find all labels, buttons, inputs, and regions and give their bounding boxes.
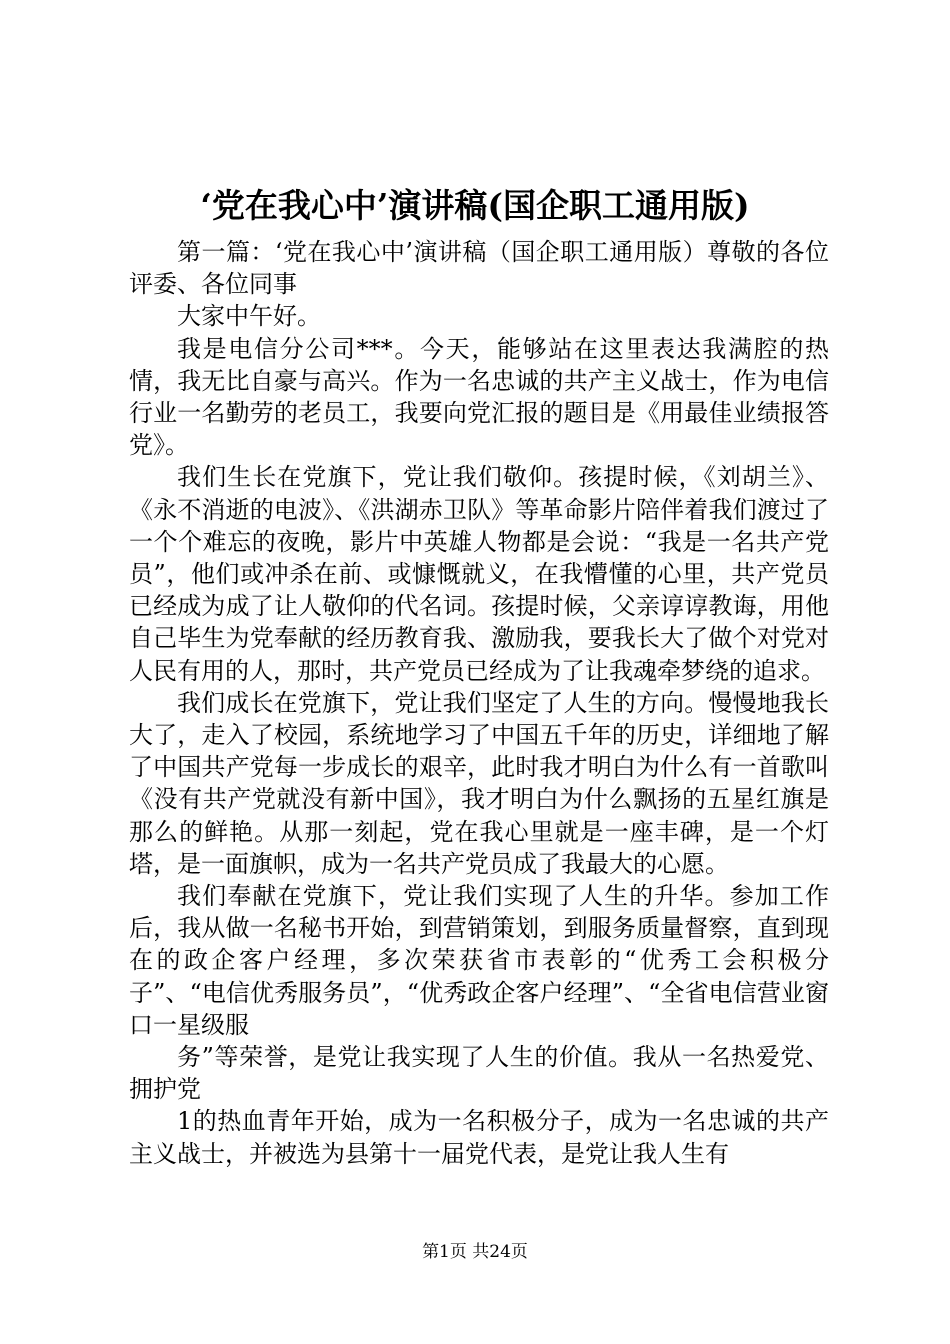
paragraph-dedication: 我们奉献在党旗下，党让我们实现了人生的升华。参加工作后，我从做一名秘书开始，到营销策划，到服务质量督察，直到现在的政企客户经理，多次荣获省市表彰的“优秀工会积极分子”、“电信优秀服务员”，“优秀政企客户经理”、“全省电信营业窗口一星级服	[129, 882, 829, 1039]
paragraph-honors: 务”等荣誉，是党让我实现了人生的价值。我从一名热爱党、拥护党	[129, 1043, 829, 1104]
paragraph-party-member: 1的热血青年开始，成为一名积极分子，成为一名忠诚的共产主义战士，并被选为县第十一届党代表，是党让我人生有	[129, 1107, 829, 1168]
paragraph-direction: 我们成长在党旗下，党让我们坚定了人生的方向。慢慢地我长大了，走入了校园，系统地学习了中国五千年的历史，详细地了解了中国共产党每一步成长的艰辛，此时我才明白为什么有一首歌叫《没有共产党就没有新中国》，我才明白为什么飘扬的五星红旗是那么的鲜艳。从那一刻起，党在我心里就是一座丰碑，是一个灯塔，是一面旗帜，成为一名共产党员成了我最大的心愿。	[129, 688, 829, 878]
paragraph-growing-up: 我们生长在党旗下，党让我们敬仰。孩提时候，《刘胡兰》、《永不消逝的电波》、《洪湖赤卫队》等革命影片陪伴着我们渡过了一个个难忘的夜晚，影片中英雄人物都是会说：“我是一名共产党员”，他们或冲杀在前、或慷慨就义，在我懵懂的心里，共产党员已经成为成了让人敬仰的代名词。孩提时候，父亲谆谆教诲，用他自己毕生为党奉献的经历教育我、激励我，要我长大了做个对党对人民有用的人，那时，共产党员已经成为了让我魂牵梦绕的追求。	[129, 463, 829, 685]
paragraph-self-intro: 我是电信分公司***。今天，能够站在这里表达我满腔的热情，我无比自豪与高兴。作为一名忠诚的共产主义战士，作为电信行业一名勤劳的老员工，我要向党汇报的题目是《用最佳业绩报答党》。	[129, 334, 829, 460]
paragraph-intro: 第一篇：‘党在我心中’演讲稿（国企职工通用版）尊敬的各位评委、各位同事	[129, 238, 829, 299]
document-body	[129, 236, 829, 1170]
page-number-footer: 第1页 共24页	[422, 1242, 528, 1262]
paragraph-greeting: 大家中午好。	[177, 302, 321, 331]
document-title: ‘党在我心中’演讲稿(国企职工通用版)	[200, 186, 750, 225]
